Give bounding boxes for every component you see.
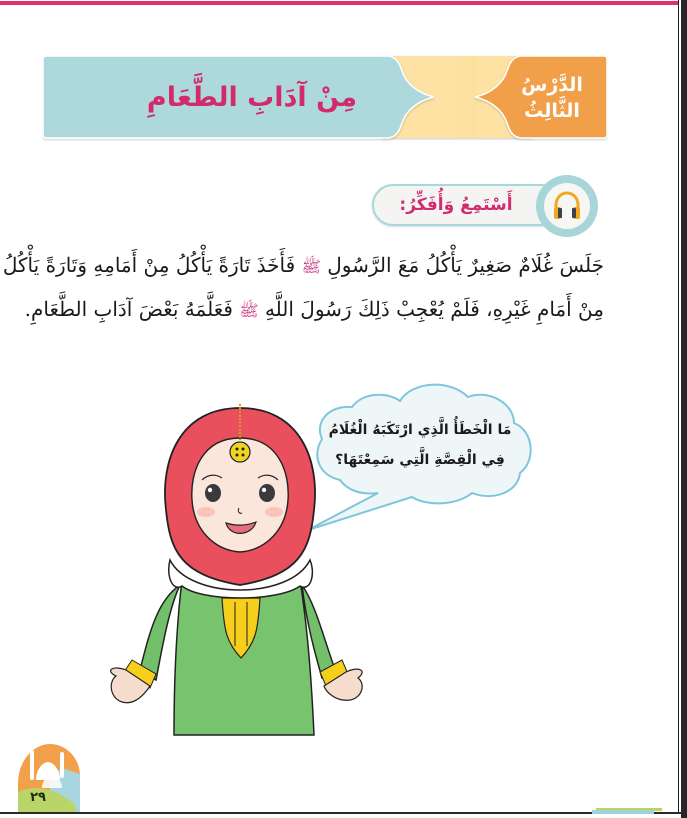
story-text: جَلَسَ غُلَامٌ صَغِيرٌ يَأْكُلُ مَعَ الرَّسُولِ — [327, 253, 604, 277]
lesson-number-label — [504, 53, 600, 142]
page-edge-shadow — [681, 0, 687, 818]
footer-decoration-teal — [592, 810, 654, 814]
story-text: مِنْ أَمَامِ غَيْرِهِ، فَلَمْ يُعْجِبْ ذَلِكَ رَسُولَ اللَّهِ — [264, 297, 604, 321]
lesson-title: مِنْ آدَابِ الطَّعَامِ — [146, 82, 358, 113]
lesson-label-line1: الدَّرْسُ — [521, 73, 583, 96]
page-bottom-border — [0, 812, 682, 814]
story-text: فَأَخَذَ تَارَةً يَأْكُلُ مِنْ أَمَامِهِ وَتَارَةً يَأْكُلُ — [2, 253, 296, 277]
listen-and-think-header — [372, 178, 600, 234]
story-line-2 — [24, 288, 604, 332]
lesson-label-line2: الثَّالِثُ — [524, 99, 580, 122]
question-line-2: فِي الْقِصَّةِ الَّتِي سَمِعْتَهَا؟ — [335, 452, 505, 468]
honorific-symbol: ﷺ — [239, 301, 259, 320]
top-accent-band — [0, 1, 679, 5]
page-right-border — [678, 0, 679, 812]
story-paragraph — [2, 244, 604, 332]
girl-illustration — [110, 380, 370, 740]
story-line-1 — [2, 244, 604, 288]
page-number: ٢٩ — [30, 790, 46, 805]
honorific-symbol: ﷺ — [301, 257, 321, 276]
question-line-1: مَا الْخَطَأُ الَّذِي ارْتَكَبَهُ الْغُلَامُ — [328, 422, 512, 438]
headphones-icon — [550, 189, 584, 223]
audio-button[interactable] — [536, 175, 598, 237]
story-text: فَعَلَّمَهُ بَعْضَ آدَابِ الطَّعَامِ. — [24, 297, 233, 321]
lesson-banner — [42, 53, 608, 142]
listen-label: أَسْتَمِعُ وَأُفَكِّرُ: — [372, 184, 562, 226]
